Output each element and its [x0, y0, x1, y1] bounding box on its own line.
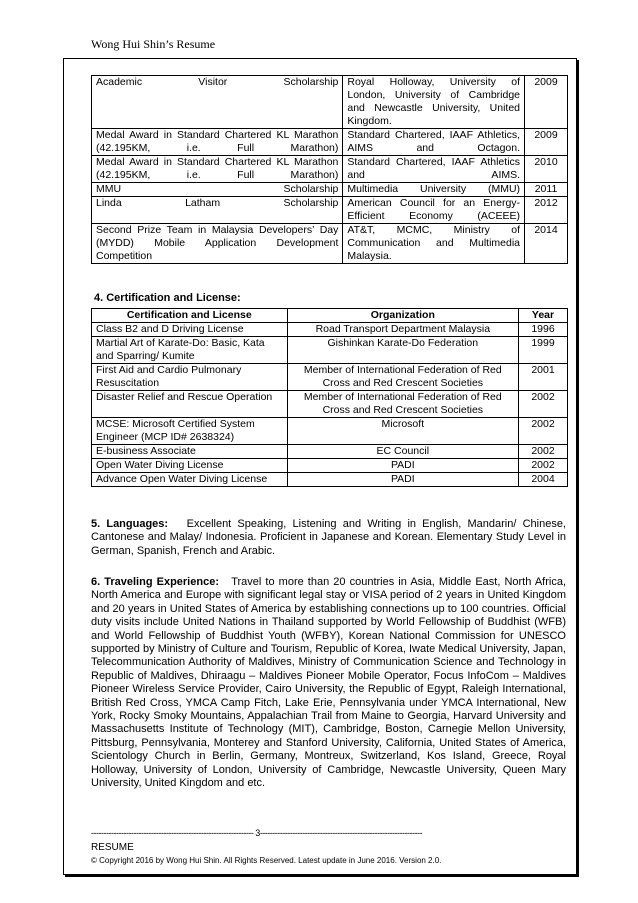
header-organization: Organization	[287, 309, 518, 323]
award-name: MMU Scholarship	[92, 183, 343, 197]
languages-section	[91, 518, 566, 558]
certification-name: MCSE: Microsoft Certified System Engineer (MCP ID# 2638324)	[92, 418, 288, 445]
page-header: Wong Hui Shin’s Resume	[91, 37, 216, 51]
award-name: Medal Award in Standard Chartered KL Marathon (42.195KM, i.e. Full Marathon)	[92, 156, 343, 183]
footer-copyright: © Copyright 2016 by Wong Hui Shin. All Rights Reserved. Latest update in June 2016. Version 2.0.	[91, 856, 442, 865]
award-name: Second Prize Team in Malaysia Developers’ Day (MYDD) Mobile Application Development Competition	[92, 224, 343, 264]
award-year: 2009	[525, 129, 568, 156]
certification-header-row	[92, 309, 568, 323]
certification-year: 1999	[519, 337, 568, 364]
award-row	[92, 156, 568, 183]
certification-year: 2001	[519, 364, 568, 391]
award-organization: Royal Holloway, University of London, University of Cambridge and Newcastle University, United Kingdom.	[343, 76, 525, 129]
certification-title: 4. Certification and License:	[94, 292, 241, 304]
award-row	[92, 197, 568, 224]
award-name: Academic Visitor Scholarship	[92, 76, 343, 129]
header-year: Year	[519, 309, 568, 323]
certification-row	[92, 337, 568, 364]
award-year: 2014	[525, 224, 568, 264]
award-organization: Standard Chartered, IAAF Athletics, AIMS and Octagon.	[343, 129, 525, 156]
certification-name: E-business Associate	[92, 445, 288, 459]
award-organization: American Council for an Energy-Efficient Economy (ACEEE)	[343, 197, 525, 224]
travel-label: 6. Traveling Experience:	[91, 576, 219, 588]
certification-name: Advance Open Water Diving License	[92, 473, 288, 487]
award-year: 2011	[525, 183, 568, 197]
certification-name: Open Water Diving License	[92, 459, 288, 473]
certification-organization: Road Transport Department Malaysia	[287, 323, 518, 337]
certification-table	[91, 308, 568, 487]
travel-text: Travel to more than 20 countries in Asia, Middle East, North Africa, North America and Europe with significant legal stay or VISA period of 2 years in United Kingdom and 20 years in United States of America by establishing connections up to 100 countries. Official duty visits include United Nations in Thailand supported by World Fellowship of Buddhist (WFB) and World Fellowship of Buddhist Youth (WFBY), Korean National Commission for UNESCO supported by Ministry of Culture and Tourism, Republic of Korea, Iwate Medical University, Japan, Telecommunication Authority of Maldives, Ministry of Communication Science and Technology in Republic of Maldives, Dhiraagu – Maldives Pioneer Mobile Operator, Focus InfoCom – Maldives Pioneer Wireless Service Provider, Cairo University, the Republic of Egypt, Raleigh International, British Red Cross, YMCA Camp Fitch, Lake Erie, Pennsylvania under YMCA International, New York, Rocky Smoky Mountains, Appalachian Trail from Maine to Georgia, Harvard University and Massachusetts Institute of Technology (MIT), Cambridge, Boston, Carnegie Mellon University, Pittsburg, Pennsylvania, Monterey and Stanford University, California, United States of America, Scientology Church in Berlin, Germany, Montreux, Switzerland, Kos Island, Greece, Royal Holloway, University of London, University of Cambridge, Newcastle University, Queen Mary University, United Kingdom and etc.	[91, 576, 566, 790]
awards-table	[91, 75, 568, 264]
page-number-line: ----------------------------------------------------------------- 3-----------------------------------------------------------------	[91, 828, 423, 838]
certification-organization: Member of International Federation of Red Cross and Red Crescent Societies	[287, 364, 518, 391]
award-organization: Multimedia University (MMU)	[343, 183, 525, 197]
certification-organization: EC Council	[287, 445, 518, 459]
certification-year: 1996	[519, 323, 568, 337]
certification-row	[92, 445, 568, 459]
award-year: 2010	[525, 156, 568, 183]
certification-year: 2004	[519, 473, 568, 487]
certification-row	[92, 459, 568, 473]
award-name: Medal Award in Standard Chartered KL Marathon (42.195KM, i.e. Full Marathon)	[92, 129, 343, 156]
certification-organization: PADI	[287, 473, 518, 487]
languages-label: 5. Languages:	[91, 518, 169, 530]
certification-row	[92, 391, 568, 418]
award-organization: AT&T, MCMC, Ministry of Communication and Multimedia Malaysia.	[343, 224, 525, 264]
certification-row	[92, 323, 568, 337]
award-row	[92, 76, 568, 129]
certification-row	[92, 473, 568, 487]
award-name: Linda Latham Scholarship	[92, 197, 343, 224]
certification-name: Martial Art of Karate-Do: Basic, Kata and Sparring/ Kumite	[92, 337, 288, 364]
award-row	[92, 129, 568, 156]
header-certification: Certification and License	[92, 309, 288, 323]
award-organization: Standard Chartered, IAAF Athletics and AIMS.	[343, 156, 525, 183]
award-year: 2012	[525, 197, 568, 224]
footer-resume: RESUME	[91, 842, 134, 853]
certification-organization: Member of International Federation of Red Cross and Red Crescent Societies	[287, 391, 518, 418]
award-row	[92, 183, 568, 197]
award-row	[92, 224, 568, 264]
certification-organization: PADI	[287, 459, 518, 473]
certification-row	[92, 418, 568, 445]
certification-name: Class B2 and D Driving License	[92, 323, 288, 337]
certification-year: 2002	[519, 391, 568, 418]
certification-year: 2002	[519, 445, 568, 459]
certification-name: Disaster Relief and Rescue Operation	[92, 391, 288, 418]
travel-section	[91, 576, 566, 791]
certification-organization: Gishinkan Karate-Do Federation	[287, 337, 518, 364]
certification-organization: Microsoft	[287, 418, 518, 445]
certification-year: 2002	[519, 418, 568, 445]
award-year: 2009	[525, 76, 568, 129]
certification-year: 2002	[519, 459, 568, 473]
certification-row	[92, 364, 568, 391]
certification-name: First Aid and Cardio Pulmonary Resuscitation	[92, 364, 288, 391]
languages-text: Excellent Speaking, Listening and Writing in English, Mandarin/ Chinese, Cantonese and Malay/ Indonesia. Proficient in Japanese and Korean. Elementary Study Level in German, Spanish, French and Arabic.	[91, 518, 566, 557]
